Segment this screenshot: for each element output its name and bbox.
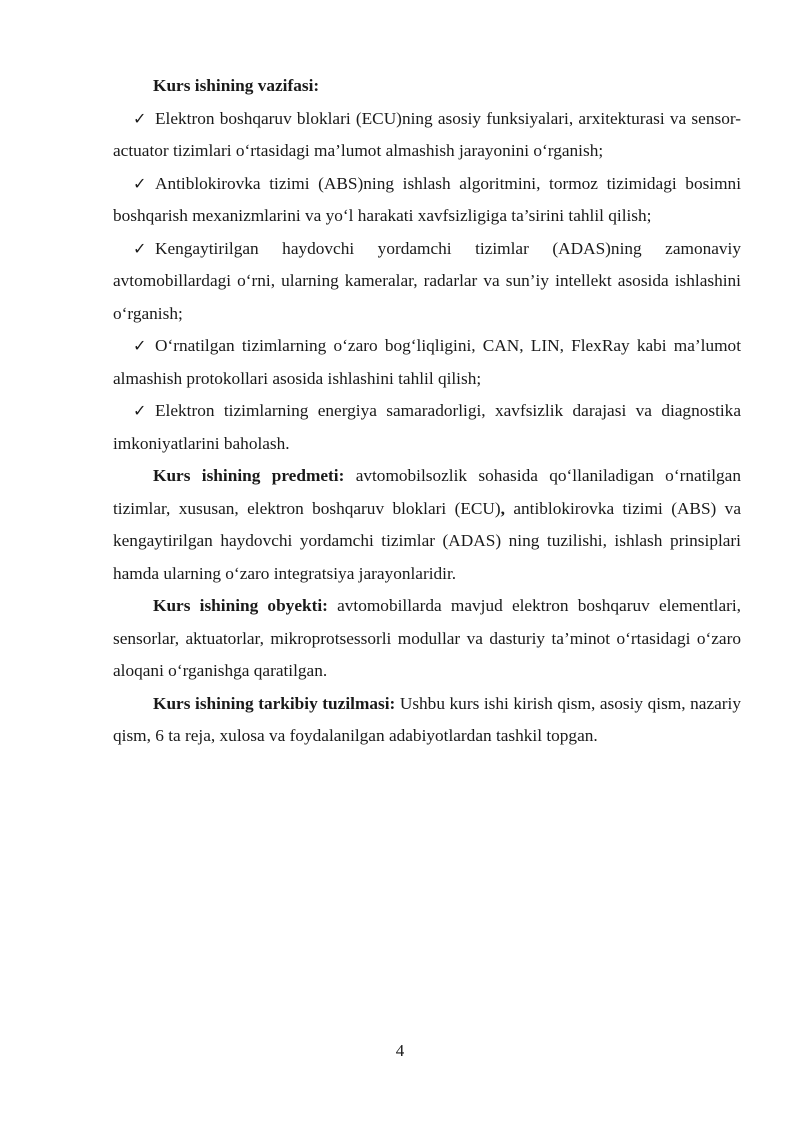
task-item-3 bbox=[113, 233, 741, 331]
object-paragraph bbox=[113, 590, 741, 688]
subject-text-continued: antiblokirovka tizimi (ABS) va kengaytirilgan haydovchi yordamchi tizimlar (ADAS) ning tuzilishi, ishlash prinsiplari hamda ularning o‘zaro integratsiya jarayonlaridir. bbox=[113, 498, 741, 583]
task-item-text: Elektron tizimlarning energiya samaradorligi, xavfsizlik darajasi va diagnostika imkoniyatlarini baholash. bbox=[113, 401, 741, 453]
task-item-4 bbox=[113, 330, 741, 395]
page-body bbox=[113, 70, 741, 753]
structure-label: Kurs ishining tarkibiy tuzilmasi: bbox=[153, 693, 396, 713]
task-item-text: Elektron boshqaruv bloklari (ECU)ning asosiy funksiyalari, arxitekturasi va sensor-actuator tizimlari o‘rtasidagi ma’lumot almashish jarayonini o‘rganish; bbox=[113, 108, 741, 160]
checkmark-icon: ✓ bbox=[133, 238, 147, 258]
checkmark-icon: ✓ bbox=[133, 108, 147, 128]
object-label: Kurs ishining obyekti: bbox=[153, 596, 328, 615]
subject-paragraph bbox=[113, 460, 741, 590]
task-item-2 bbox=[113, 168, 741, 233]
structure-paragraph bbox=[113, 688, 741, 753]
task-item-text: Kengaytirilgan haydovchi yordamchi tizimlar (ADAS)ning zamonaviy avtomobillardagi o‘rni, ularning kameralar, radarlar va sun’iy intellekt asosida ishlashini o‘rganish; bbox=[113, 238, 741, 323]
task-item-1 bbox=[113, 103, 741, 168]
subject-label: Kurs ishining predmeti: bbox=[153, 466, 345, 485]
object-text: avtomobillarda mavjud elektron boshqaruv elementlari, sensorlar, aktuatorlar, mikroprotsessorli modullar va dasturiy ta’minot o‘rtasidagi o‘zaro aloqani o‘rganishga qaratilgan. bbox=[113, 596, 741, 680]
task-item-5 bbox=[113, 395, 741, 460]
checkmark-icon: ✓ bbox=[133, 336, 147, 355]
tasks-heading: Kurs ishining vazifasi: bbox=[153, 76, 320, 95]
checkmark-icon: ✓ bbox=[133, 173, 147, 193]
checkmark-icon: ✓ bbox=[133, 401, 147, 420]
task-item-text: O‘rnatilgan tizimlarning o‘zaro bog‘liqligini, CAN, LIN, FlexRay kabi ma’lumot almashish protokollari asosida ishlashini tahlil qilish; bbox=[113, 336, 741, 388]
subject-comma: , bbox=[500, 498, 505, 518]
task-item-text: Antiblokirovka tizimi (ABS)ning ishlash algoritmini, tormoz tizimidagi bosimni boshqarish mexanizmlarini va yo‘l harakati xavfsizligiga ta’sirini tahlil qilish; bbox=[113, 173, 741, 225]
structure-text: Ushbu kurs ishi kirish qism, asosiy qism, nazariy qism, 6 ta reja, xulosa va foydalanilgan adabiyotlardan tashkil topgan. bbox=[113, 693, 741, 745]
subject-text: avtomobilsozlik sohasida qo‘llaniladigan o‘rnatilgan tizimlar, xususan, elektron boshqaruv bloklari (ECU) bbox=[113, 466, 741, 518]
page-number: 4 bbox=[395, 1041, 405, 1060]
